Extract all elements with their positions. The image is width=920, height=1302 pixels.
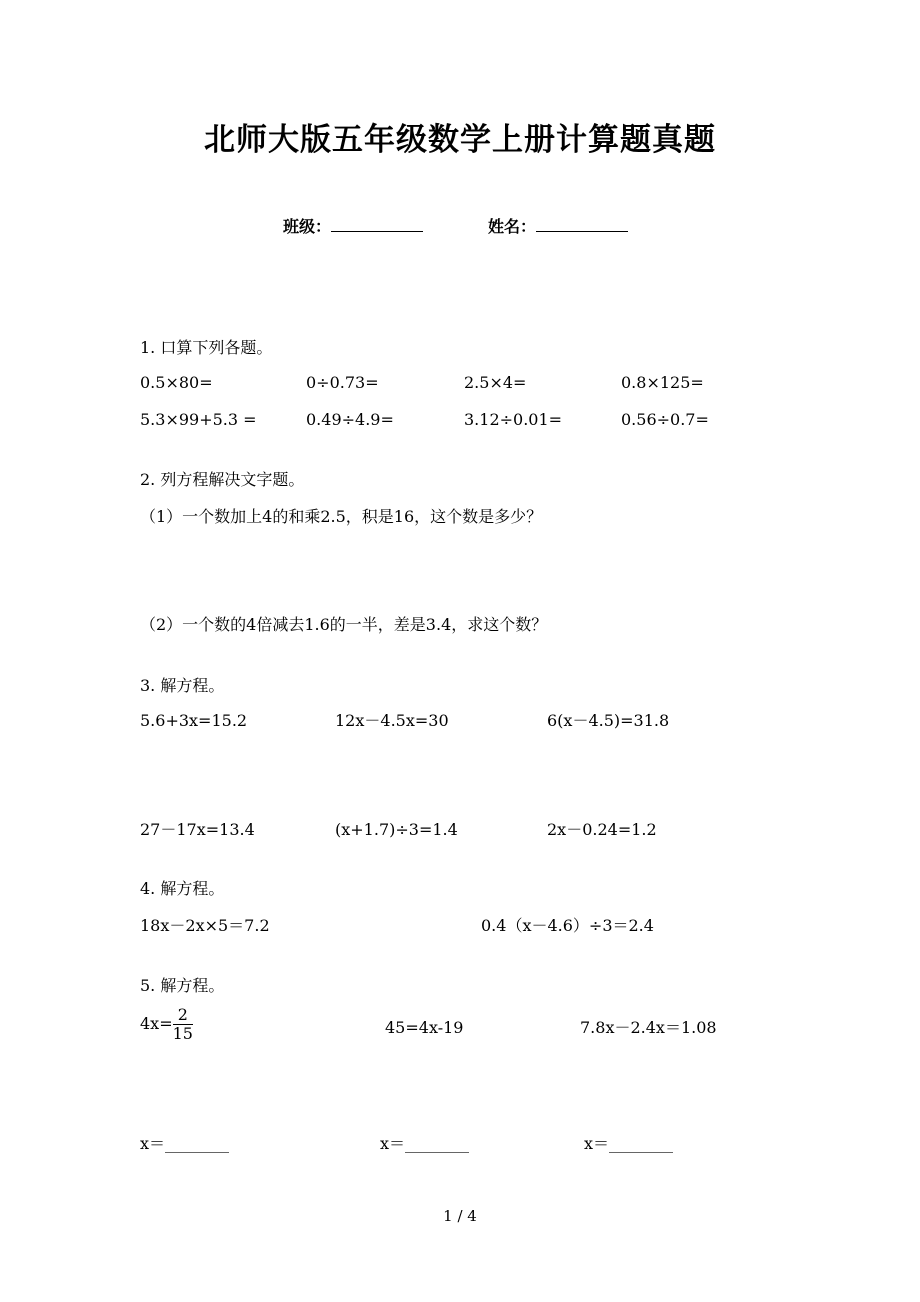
q4-equation: 18x－2x×5＝7.2 — [140, 916, 270, 935]
q5-answer-blank[interactable]: x＝________ — [584, 1134, 674, 1153]
q1-item: 0.8×125= — [621, 373, 704, 392]
q1-item: 0÷0.73= — [306, 373, 379, 392]
class-field — [283, 214, 423, 237]
q5-answer-blank[interactable]: x＝________ — [380, 1134, 470, 1153]
q2-problem-1: （1）一个数加上4的和乘2.5，积是16，这个数是多少？ — [140, 507, 543, 526]
q4-heading: 4. 解方程。 — [140, 879, 225, 898]
fraction-numerator: 2 — [173, 1006, 193, 1025]
q1-item: 2.5×4= — [464, 373, 527, 392]
q4-equation: 0.4（x－4.6）÷3＝2.4 — [481, 916, 654, 935]
page-title: 北师大版五年级数学上册计算题真题 — [204, 122, 716, 158]
q3-equation: 6(x－4.5)=31.8 — [547, 711, 670, 730]
name-blank[interactable] — [536, 217, 628, 232]
fraction — [173, 1006, 193, 1043]
q1-item: 0.49÷4.9= — [306, 410, 394, 429]
q3-equation: 12x－4.5x=30 — [335, 711, 449, 730]
q5-answer-blank[interactable]: x＝________ — [140, 1134, 230, 1153]
class-blank[interactable] — [331, 217, 423, 232]
page-number: 1 / 4 — [443, 1207, 477, 1225]
q3-equation: 2x－0.24=1.2 — [547, 820, 657, 839]
q1-item: 0.5×80= — [140, 373, 213, 392]
q5-eq1-prefix: 4x= — [140, 1014, 173, 1033]
q5-equation: 45=4x-19 — [385, 1018, 464, 1037]
q5-equation: 7.8x－2.4x＝1.08 — [580, 1018, 717, 1037]
fraction-denominator: 15 — [172, 1024, 193, 1043]
name-label: 姓名： — [488, 217, 537, 236]
q1-item: 0.56÷0.7= — [621, 410, 709, 429]
q1-item: 3.12÷0.01= — [464, 410, 563, 429]
q1-item: 5.3×99+5.3 = — [140, 410, 257, 429]
q3-equation: 5.6+3x=15.2 — [140, 711, 248, 730]
class-label: 班级： — [283, 217, 332, 236]
q1-heading: 1. 口算下列各题。 — [140, 338, 273, 357]
q3-heading: 3. 解方程。 — [140, 676, 225, 695]
q5-heading: 5. 解方程。 — [140, 976, 225, 995]
q2-heading: 2. 列方程解决文字题。 — [140, 470, 305, 489]
name-field — [488, 214, 628, 237]
q5-equation-fraction — [140, 1006, 193, 1043]
q3-equation: 27－17x=13.4 — [140, 820, 255, 839]
q3-equation: (x+1.7)÷3=1.4 — [335, 820, 458, 839]
q2-problem-2: （2）一个数的4倍减去1.6的一半，差是3.4，求这个数？ — [140, 615, 548, 634]
